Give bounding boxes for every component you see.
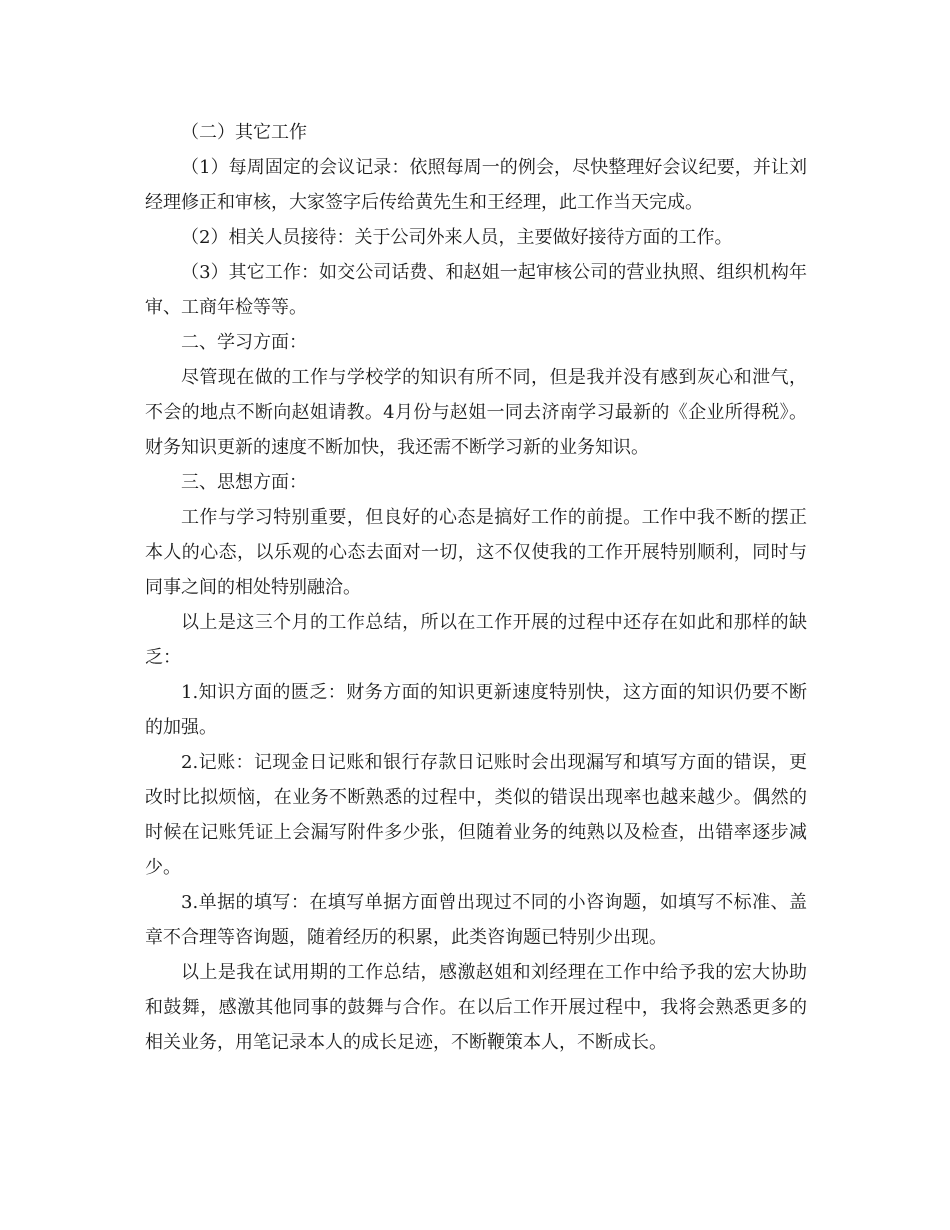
paragraph-mindset: 工作与学习特别重要，但良好的心态是搞好工作的前提。工作中我不断的摆正本人的心态，以乐观的心态去面对一切，这不仅使我的工作开展特别顺利，同时与同事之间的相处特别融洽。 [145,507,807,598]
paragraph-reception: （2）相关人员接待：关于公司外来人员，主要做好接待方面的工作。 [181,227,733,248]
paragraph-shortcoming-receipts: 3.单据的填写：在填写单据方面曾出现过不同的小咨询题，如填写不标准、盖章不合理等咨询题，随着经历的积累，此类咨询题已特别少出现。 [145,892,807,948]
paragraph-shortcoming-bookkeeping: 2.记账：记现金日记账和银行存款日记账时会出现漏写和填写方面的错误，更改时比拟烦恼，在业务不断熟悉的过程中，类似的错误出现率也越来越少。偶然的时候在记账凭证上会漏写附件多少张，但随着业务的纯熟以及检查，出错率逐步减少。 [145,752,807,878]
section-heading-mindset: 三、思想方面： [181,472,307,493]
paragraph-meeting-records: （1）每周固定的会议记录：依照每周一的例会，尽快整理好会议纪要，并让刘经理修正和审核，大家签字后传给黄先生和王经理，此工作当天完成。 [145,157,807,213]
paragraph-shortcomings-intro: 以上是这三个月的工作总结，所以在工作开展的过程中还存在如此和那样的缺乏： [145,612,807,668]
section-heading-study: 二、学习方面： [181,332,307,353]
paragraph-conclusion: 以上是我在试用期的工作总结，感激赵姐和刘经理在工作中给予我的宏大协助和鼓舞，感激其他同事的鼓舞与合作。在以后工作开展过程中，我将会熟悉更多的相关业务，用笔记录本人的成长足迹，不断鞭策本人，不断成长。 [145,962,807,1053]
paragraph-study: 尽管现在做的工作与学校学的知识有所不同，但是我并没有感到灰心和泄气，不会的地点不断向赵姐请教。4月份与赵姐一同去济南学习最新的《企业所得税》。财务知识更新的速度不断加快，我还需不断学习新的业务知识。 [145,367,807,458]
paragraph-other-duties: （3）其它工作：如交公司话费、和赵姐一起审核公司的营业执照、组织机构年审、工商年检等等。 [145,262,807,318]
paragraph-shortcoming-knowledge: 1.知识方面的匮乏：财务方面的知识更新速度特别快，这方面的知识仍要不断的加强。 [145,682,807,738]
section-heading-other-work: （二）其它工作 [181,122,307,143]
document-body [145,115,807,1060]
